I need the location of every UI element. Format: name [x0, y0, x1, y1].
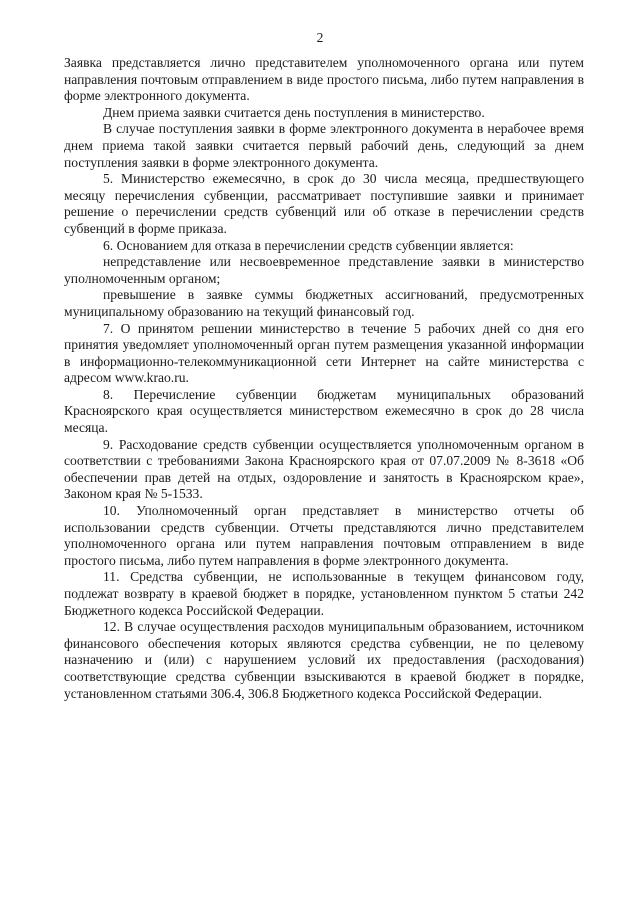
- paragraph: 6. Основанием для отказа в перечислении средств субвенции является:: [103, 237, 514, 253]
- paragraph: Днем приема заявки считается день поступления в министерство.: [103, 104, 485, 120]
- paragraph: 12. В случае осуществления расходов муниципальным образованием, источником финансового обеспечения которых являются средства субвенции, не по целевому назначению и (или) с нарушением условий их предоставления (расходования) соответствующие средства субвенции взыскиваются в краевой бюджет в порядке, установленном статьями 306.4, 306.8 Бюджетного кодекса Российской Федерации.: [64, 619, 584, 701]
- page-number: 2: [316, 30, 324, 45]
- paragraph: превышение в заявке суммы бюджетных ассигнований, предусмотренных муниципальному образованию на текущий финансовый год.: [64, 287, 584, 319]
- paragraph: Заявка представляется лично представителем уполномоченного органа или путем направления почтовым отправлением в виде простого письма, либо путем направления в форме электронного документа.: [64, 55, 584, 104]
- paragraph: 7. О принятом решении министерство в течение 5 рабочих дней со дня его принятия уведомляет уполномоченный орган путем размещения указанной информации в информационно-телекоммуникационной сети Интернет на сайте министерства с адресом www.krao.ru.: [64, 320, 584, 386]
- paragraph: 9. Расходование средств субвенции осуществляется уполномоченным органом в соответствии с требованиями Закона Красноярского края от 07.07.2009 № 8-3618 «Об обеспечении прав детей на отдых, оздоровление и занятость в Красноярском крае», Законом края № 5-1533.: [64, 436, 584, 502]
- paragraph: непредставление или несвоевременное представление заявки в министерство уполномоченным органом;: [64, 254, 584, 286]
- paragraph: 10. Уполномоченный орган представляет в министерство отчеты об использовании средств субвенции. Отчеты представляются лично представителем уполномоченного органа или путем направления почтовым отправлением в виде простого письма, либо путем направления в форме электронного документа.: [64, 503, 584, 568]
- paragraph: 5. Министерство ежемесячно, в срок до 30 числа месяца, предшествующего месяцу перечисления субвенции, рассматривает поступившие заявки и принимает решение о перечислении средств субвенций или об отказе в перечислении средств субвенций в форме приказа.: [64, 171, 584, 236]
- document-body: [64, 55, 584, 702]
- paragraph: В случае поступления заявки в форме электронного документа в нерабочее время днем приема такой заявки считается первый рабочий день, следующий за днем поступления заявки в форме электронного документа.: [64, 121, 584, 170]
- paragraph: 8. Перечисление субвенции бюджетам муниципальных образований Красноярского края осуществляется министерством ежемесячно в срок до 28 числа месяца.: [64, 386, 584, 436]
- paragraph: 11. Средства субвенции, не использованные в текущем финансовом году, подлежат возврату в краевой бюджет в порядке, установленном пунктом 5 статьи 242 Бюджетного кодекса Российской Федерации.: [64, 569, 584, 618]
